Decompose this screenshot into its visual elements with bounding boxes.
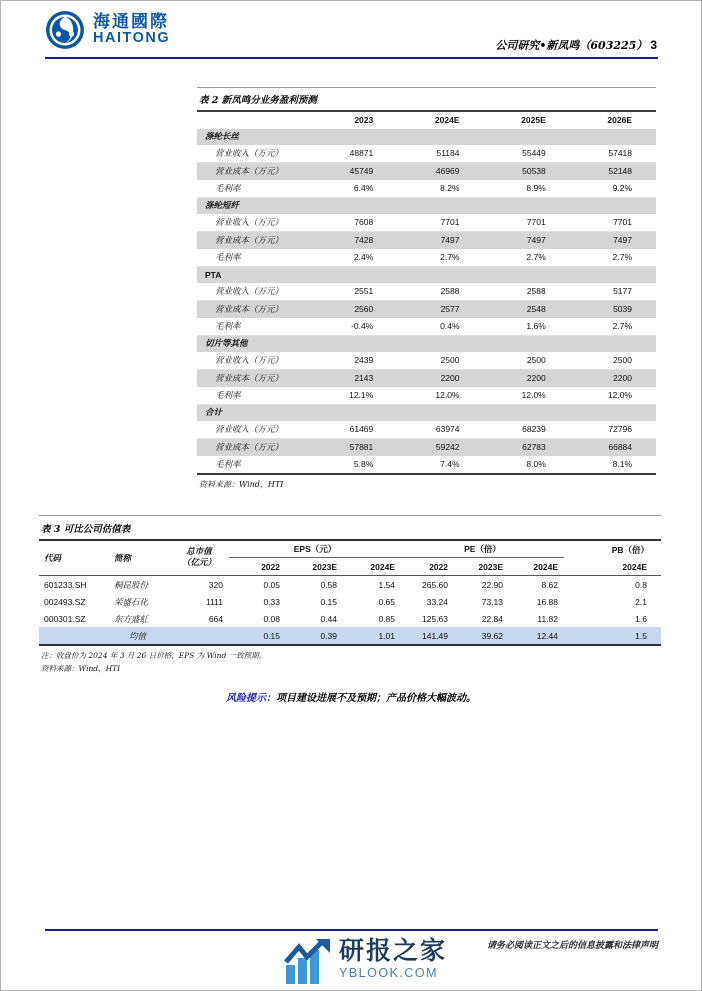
- cell: 57881: [349, 441, 374, 452]
- year-header: 2022: [429, 561, 448, 572]
- cell: 11.82: [537, 613, 558, 624]
- cell: 12.1%: [349, 390, 374, 401]
- section-header: 涤纶长丝: [197, 129, 656, 146]
- cell: 141.49: [422, 630, 448, 641]
- row-label: 毛利率: [215, 184, 241, 195]
- row-label: 营业收入（万元）: [215, 356, 284, 367]
- table-row: [197, 456, 656, 475]
- cell: 2588: [440, 286, 460, 297]
- footer-disclaimer: 请务必阅读正文之后的信息披露和法律声明: [486, 941, 658, 951]
- breadcrumb-text: 公司研究•新凤鸣（603225）: [495, 39, 648, 52]
- table2-title: 表 2 新凤鸣分业务盈利预测: [199, 95, 317, 106]
- valuation-table: [39, 515, 661, 674]
- cell: 2.1: [635, 596, 647, 607]
- breadcrumb: [495, 37, 657, 53]
- row-label: 营业成本（万元）: [215, 442, 284, 453]
- cell: 8.1%: [612, 459, 632, 470]
- group-header-pe: PE（倍）: [401, 541, 564, 558]
- cell-code: 000301.SZ: [44, 613, 86, 624]
- cell: 7428: [354, 234, 374, 245]
- cell: 57418: [608, 148, 632, 159]
- cell: 50538: [522, 165, 546, 176]
- cell: 1.01: [378, 630, 395, 641]
- col-header-code: 代码: [44, 554, 62, 564]
- col-header-name: 简称: [114, 554, 132, 564]
- cell: 5.8%: [353, 459, 374, 470]
- cell: 48871: [349, 148, 374, 159]
- table2-col-header: 2023: [354, 115, 374, 126]
- risk-warning-text: 项目建设进展不及预期；产品价格大幅波动。: [276, 693, 476, 704]
- table-row: [197, 387, 656, 405]
- table2-source: 资料来源：Wind，HTI: [199, 479, 284, 489]
- cell: 1.6%: [526, 321, 546, 332]
- cell: 7497: [440, 234, 460, 245]
- cell: 5177: [613, 286, 632, 297]
- cell: 8.62: [541, 579, 558, 590]
- table2-header-row: [197, 110, 656, 129]
- table3-title: 表 3 可比公司估值表: [41, 524, 131, 535]
- table-row: [197, 249, 656, 267]
- cell: 2548: [526, 303, 546, 314]
- table3-header: [39, 539, 661, 576]
- table-row: [197, 439, 656, 457]
- group-header-eps: EPS（元）: [229, 541, 401, 558]
- year-header: 2024E: [533, 561, 558, 572]
- cell: 1.5: [635, 630, 647, 641]
- cell: 0.15: [320, 596, 337, 607]
- segment-forecast-table: [197, 87, 656, 490]
- cell: 664: [208, 613, 223, 624]
- cell: 12.0%: [435, 390, 460, 401]
- page-number: 3: [650, 38, 657, 52]
- cell: 8.9%: [526, 183, 546, 194]
- footer-rule: [45, 929, 658, 931]
- table-row: [197, 163, 656, 181]
- cell: 2.4%: [353, 252, 374, 263]
- haitong-brand: [45, 10, 170, 50]
- brand-text: [93, 13, 170, 46]
- cell: 0.65: [378, 596, 395, 607]
- cell: 2500: [613, 355, 632, 366]
- table-row: [197, 145, 656, 163]
- cell: 63974: [435, 424, 460, 435]
- cell: 7497: [526, 234, 546, 245]
- haitong-logo-icon: [45, 10, 85, 50]
- cell: 1111: [205, 596, 223, 607]
- group-header-pb: PB（倍）: [611, 544, 649, 555]
- cell: 2.7%: [526, 252, 546, 263]
- row-label: 毛利率: [215, 253, 241, 264]
- cell: 1.54: [378, 579, 395, 590]
- table-row: [197, 232, 656, 250]
- cell: 1.6: [635, 613, 647, 624]
- cell: 52148: [608, 165, 632, 176]
- table-row: [197, 318, 656, 336]
- risk-warning: [1, 689, 701, 704]
- cell: 73.13: [481, 596, 503, 607]
- row-label: 毛利率: [215, 322, 241, 333]
- cell: 33.24: [426, 596, 448, 607]
- table2-col-header: 2026E: [607, 115, 632, 126]
- cell: 0.58: [320, 579, 337, 590]
- cell: 12.0%: [521, 390, 546, 401]
- year-header: 2022: [261, 561, 280, 572]
- risk-warning-label: 风险提示：: [226, 693, 276, 704]
- table-row: [197, 214, 656, 232]
- table-row: [197, 180, 656, 198]
- cell: 2200: [613, 372, 632, 383]
- cell: 2143: [354, 372, 374, 383]
- cell: 7701: [613, 217, 632, 228]
- cell: 265.60: [422, 579, 448, 590]
- table-row: [197, 301, 656, 319]
- cell: 46969: [435, 165, 460, 176]
- cell: 2551: [354, 286, 374, 297]
- yblook-logo-text: [339, 938, 447, 980]
- cell: 12.44: [536, 630, 558, 641]
- cell: 7701: [440, 217, 460, 228]
- row-label: 毛利率: [215, 460, 241, 471]
- cell: 16.88: [536, 596, 558, 607]
- table-row: [39, 576, 661, 593]
- cell: -0.4%: [351, 321, 374, 332]
- cell: 55449: [522, 148, 546, 159]
- section-header: 合计: [197, 405, 656, 422]
- cell: 68239: [522, 424, 546, 435]
- cell: 22.84: [481, 613, 503, 624]
- cell-name: 桐昆股份: [114, 580, 149, 591]
- cell: 8.2%: [440, 183, 460, 194]
- cell: 0.15: [263, 630, 280, 641]
- table2-col-header: 2025E: [521, 115, 546, 126]
- cell: 0.33: [263, 596, 280, 607]
- cell: 0.05: [263, 579, 280, 590]
- cell-code: 002493.SZ: [44, 596, 86, 607]
- cell: 320: [208, 579, 223, 590]
- brand-name-cn: 海通國際: [93, 12, 169, 32]
- cell: 62783: [522, 441, 546, 452]
- year-header: 2024E: [370, 561, 395, 572]
- table-row: [39, 593, 661, 610]
- cell: 7701: [526, 217, 546, 228]
- cell: 2.7%: [612, 321, 632, 332]
- section-header: PTA: [197, 267, 656, 284]
- cell: 125.63: [422, 613, 448, 624]
- section-header: 切片等其他: [197, 336, 656, 353]
- cell: 0.39: [320, 630, 337, 641]
- cell: 0.85: [378, 613, 395, 624]
- table-row: [197, 283, 656, 301]
- header-rule: [45, 57, 658, 59]
- year-header: 2023E: [312, 561, 337, 572]
- cell: 2439: [354, 355, 374, 366]
- cell: 2577: [440, 303, 460, 314]
- year-header: 2023E: [478, 561, 503, 572]
- cell: 2.7%: [440, 252, 460, 263]
- cell: 9.2%: [612, 183, 632, 194]
- cell: 2588: [526, 286, 546, 297]
- row-label: 营业收入（万元）: [215, 218, 284, 229]
- cell: 2.7%: [612, 252, 632, 263]
- mcap-line1: 总市值: [186, 546, 212, 557]
- table3-note: 注：收盘价为 2024 年 3 月 26 日价格，EPS 为 Wind 一致预期。: [41, 651, 267, 660]
- mcap-line2: （亿元）: [181, 558, 216, 568]
- table3-source: 资料来源：Wind，HTI: [41, 664, 121, 673]
- cell: 39.62: [481, 630, 503, 641]
- yblook-name-en: YBLOOK.COM: [339, 966, 439, 981]
- cell: 0.44: [320, 613, 337, 624]
- cell: 7608: [354, 217, 374, 228]
- row-label: 营业成本（万元）: [215, 166, 284, 177]
- row-label: 营业成本（万元）: [215, 373, 284, 384]
- cell: 45749: [349, 165, 374, 176]
- cell: 8.0%: [526, 459, 546, 470]
- cell: 22.90: [481, 579, 503, 590]
- cell: 7497: [613, 234, 632, 245]
- row-label: 营业收入（万元）: [215, 149, 284, 160]
- cell-name: 东方盛虹: [114, 614, 149, 625]
- row-label: 营业收入（万元）: [215, 287, 284, 298]
- cell: 7.4%: [440, 459, 460, 470]
- table-row: [197, 421, 656, 439]
- table-row: [197, 370, 656, 388]
- cell: 6.4%: [353, 183, 374, 194]
- cell: 59242: [435, 441, 460, 452]
- cell: 2200: [440, 372, 460, 383]
- cell: 0.4%: [440, 321, 460, 332]
- cell: 51184: [436, 148, 460, 159]
- average-row: [39, 627, 661, 646]
- cell: 2560: [354, 303, 374, 314]
- table-row: [197, 352, 656, 370]
- year-header: 2024E: [622, 561, 647, 572]
- row-label: 毛利率: [215, 391, 241, 402]
- cell: 12.0%: [607, 390, 632, 401]
- cell-code: 601233.SH: [44, 579, 87, 590]
- cell: 0.8: [635, 579, 647, 590]
- section-header: 涤纶短纤: [197, 198, 656, 215]
- cell-name: 荣盛石化: [114, 597, 149, 608]
- brand-name-en: HAITONG: [93, 30, 171, 47]
- col-header-mcap: [169, 547, 229, 569]
- yblook-logo-icon: [284, 938, 332, 984]
- cell: 2200: [526, 372, 546, 383]
- yblook-logo: [284, 938, 447, 984]
- cell: 2500: [526, 355, 546, 366]
- average-label: 均值: [128, 631, 146, 642]
- row-label: 营业收入（万元）: [215, 425, 284, 436]
- table2-col-header: 2024E: [434, 115, 460, 126]
- row-label: 营业成本（万元）: [215, 235, 284, 246]
- cell: 66884: [608, 441, 632, 452]
- cell: 0.08: [263, 613, 280, 624]
- yblook-name-cn: 研报之家: [339, 937, 448, 965]
- cell: 61469: [349, 424, 374, 435]
- table-row: [39, 610, 661, 627]
- cell: 2500: [440, 355, 460, 366]
- cell: 72796: [608, 424, 632, 435]
- row-label: 营业成本（万元）: [215, 304, 284, 315]
- cell: 5039: [613, 303, 632, 314]
